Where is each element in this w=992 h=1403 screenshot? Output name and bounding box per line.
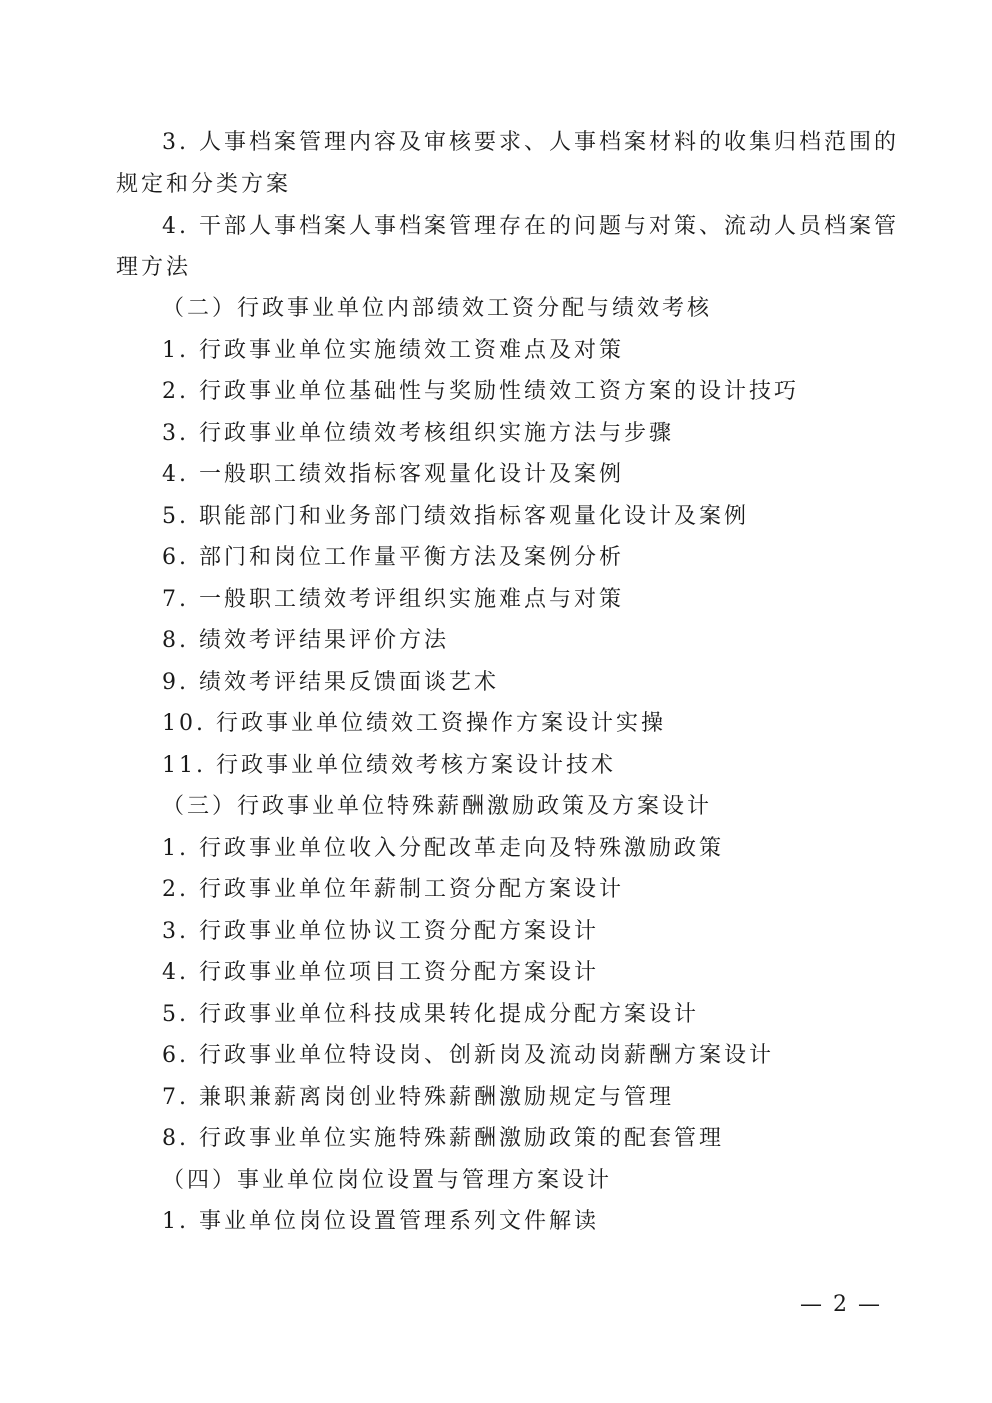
list-item: 2. 行政事业单位基础性与奖励性绩效工资方案的设计技巧 <box>162 379 799 404</box>
list-item: 6. 部门和岗位工作量平衡方法及案例分析 <box>162 545 624 570</box>
list-item: 4. 行政事业单位项目工资分配方案设计 <box>162 960 599 985</box>
list-item: 10. 行政事业单位绩效工资操作方案设计实操 <box>162 711 666 736</box>
list-item: 8. 行政事业单位实施特殊薪酬激励政策的配套管理 <box>162 1126 724 1151</box>
list-item-continuation: 规定和分类方案 <box>116 172 292 197</box>
list-item: 1. 事业单位岗位设置管理系列文件解读 <box>162 1209 599 1234</box>
list-item: 3. 人事档案管理内容及审核要求、人事档案材料的收集归档范围的 <box>162 130 899 155</box>
list-item: 3. 行政事业单位协议工资分配方案设计 <box>162 919 599 944</box>
list-item: 8. 绩效考评结果评价方法 <box>162 628 449 653</box>
list-item: 3. 行政事业单位绩效考核组织实施方法与步骤 <box>162 421 674 446</box>
section-heading: （四）事业单位岗位设置与管理方案设计 <box>162 1168 613 1193</box>
list-item: 9. 绩效考评结果反馈面谈艺术 <box>162 670 499 695</box>
section-heading: （三）行政事业单位特殊薪酬激励政策及方案设计 <box>162 794 713 819</box>
list-item: 2. 行政事业单位年薪制工资分配方案设计 <box>162 877 624 902</box>
list-item: 6. 行政事业单位特设岗、创新岗及流动岗薪酬方案设计 <box>162 1043 774 1068</box>
list-item: 1. 行政事业单位实施绩效工资难点及对策 <box>162 338 624 363</box>
list-item: 1. 行政事业单位收入分配改革走向及特殊激励政策 <box>162 836 724 861</box>
list-item: 7. 一般职工绩效考评组织实施难点与对策 <box>162 587 624 612</box>
list-item: 11. 行政事业单位绩效考核方案设计技术 <box>162 753 616 778</box>
list-item: 4. 一般职工绩效指标客观量化设计及案例 <box>162 462 624 487</box>
list-item: 5. 行政事业单位科技成果转化提成分配方案设计 <box>162 1002 699 1027</box>
section-heading: （二）行政事业单位内部绩效工资分配与绩效考核 <box>162 296 713 321</box>
page-number: — 2 — <box>800 1292 882 1317</box>
list-item: 7. 兼职兼薪离岗创业特殊薪酬激励规定与管理 <box>162 1085 674 1110</box>
list-item-continuation: 理方法 <box>116 255 192 280</box>
list-item: 5. 职能部门和业务部门绩效指标客观量化设计及案例 <box>162 504 749 529</box>
list-item: 4. 干部人事档案人事档案管理存在的问题与对策、流动人员档案管 <box>162 214 899 239</box>
